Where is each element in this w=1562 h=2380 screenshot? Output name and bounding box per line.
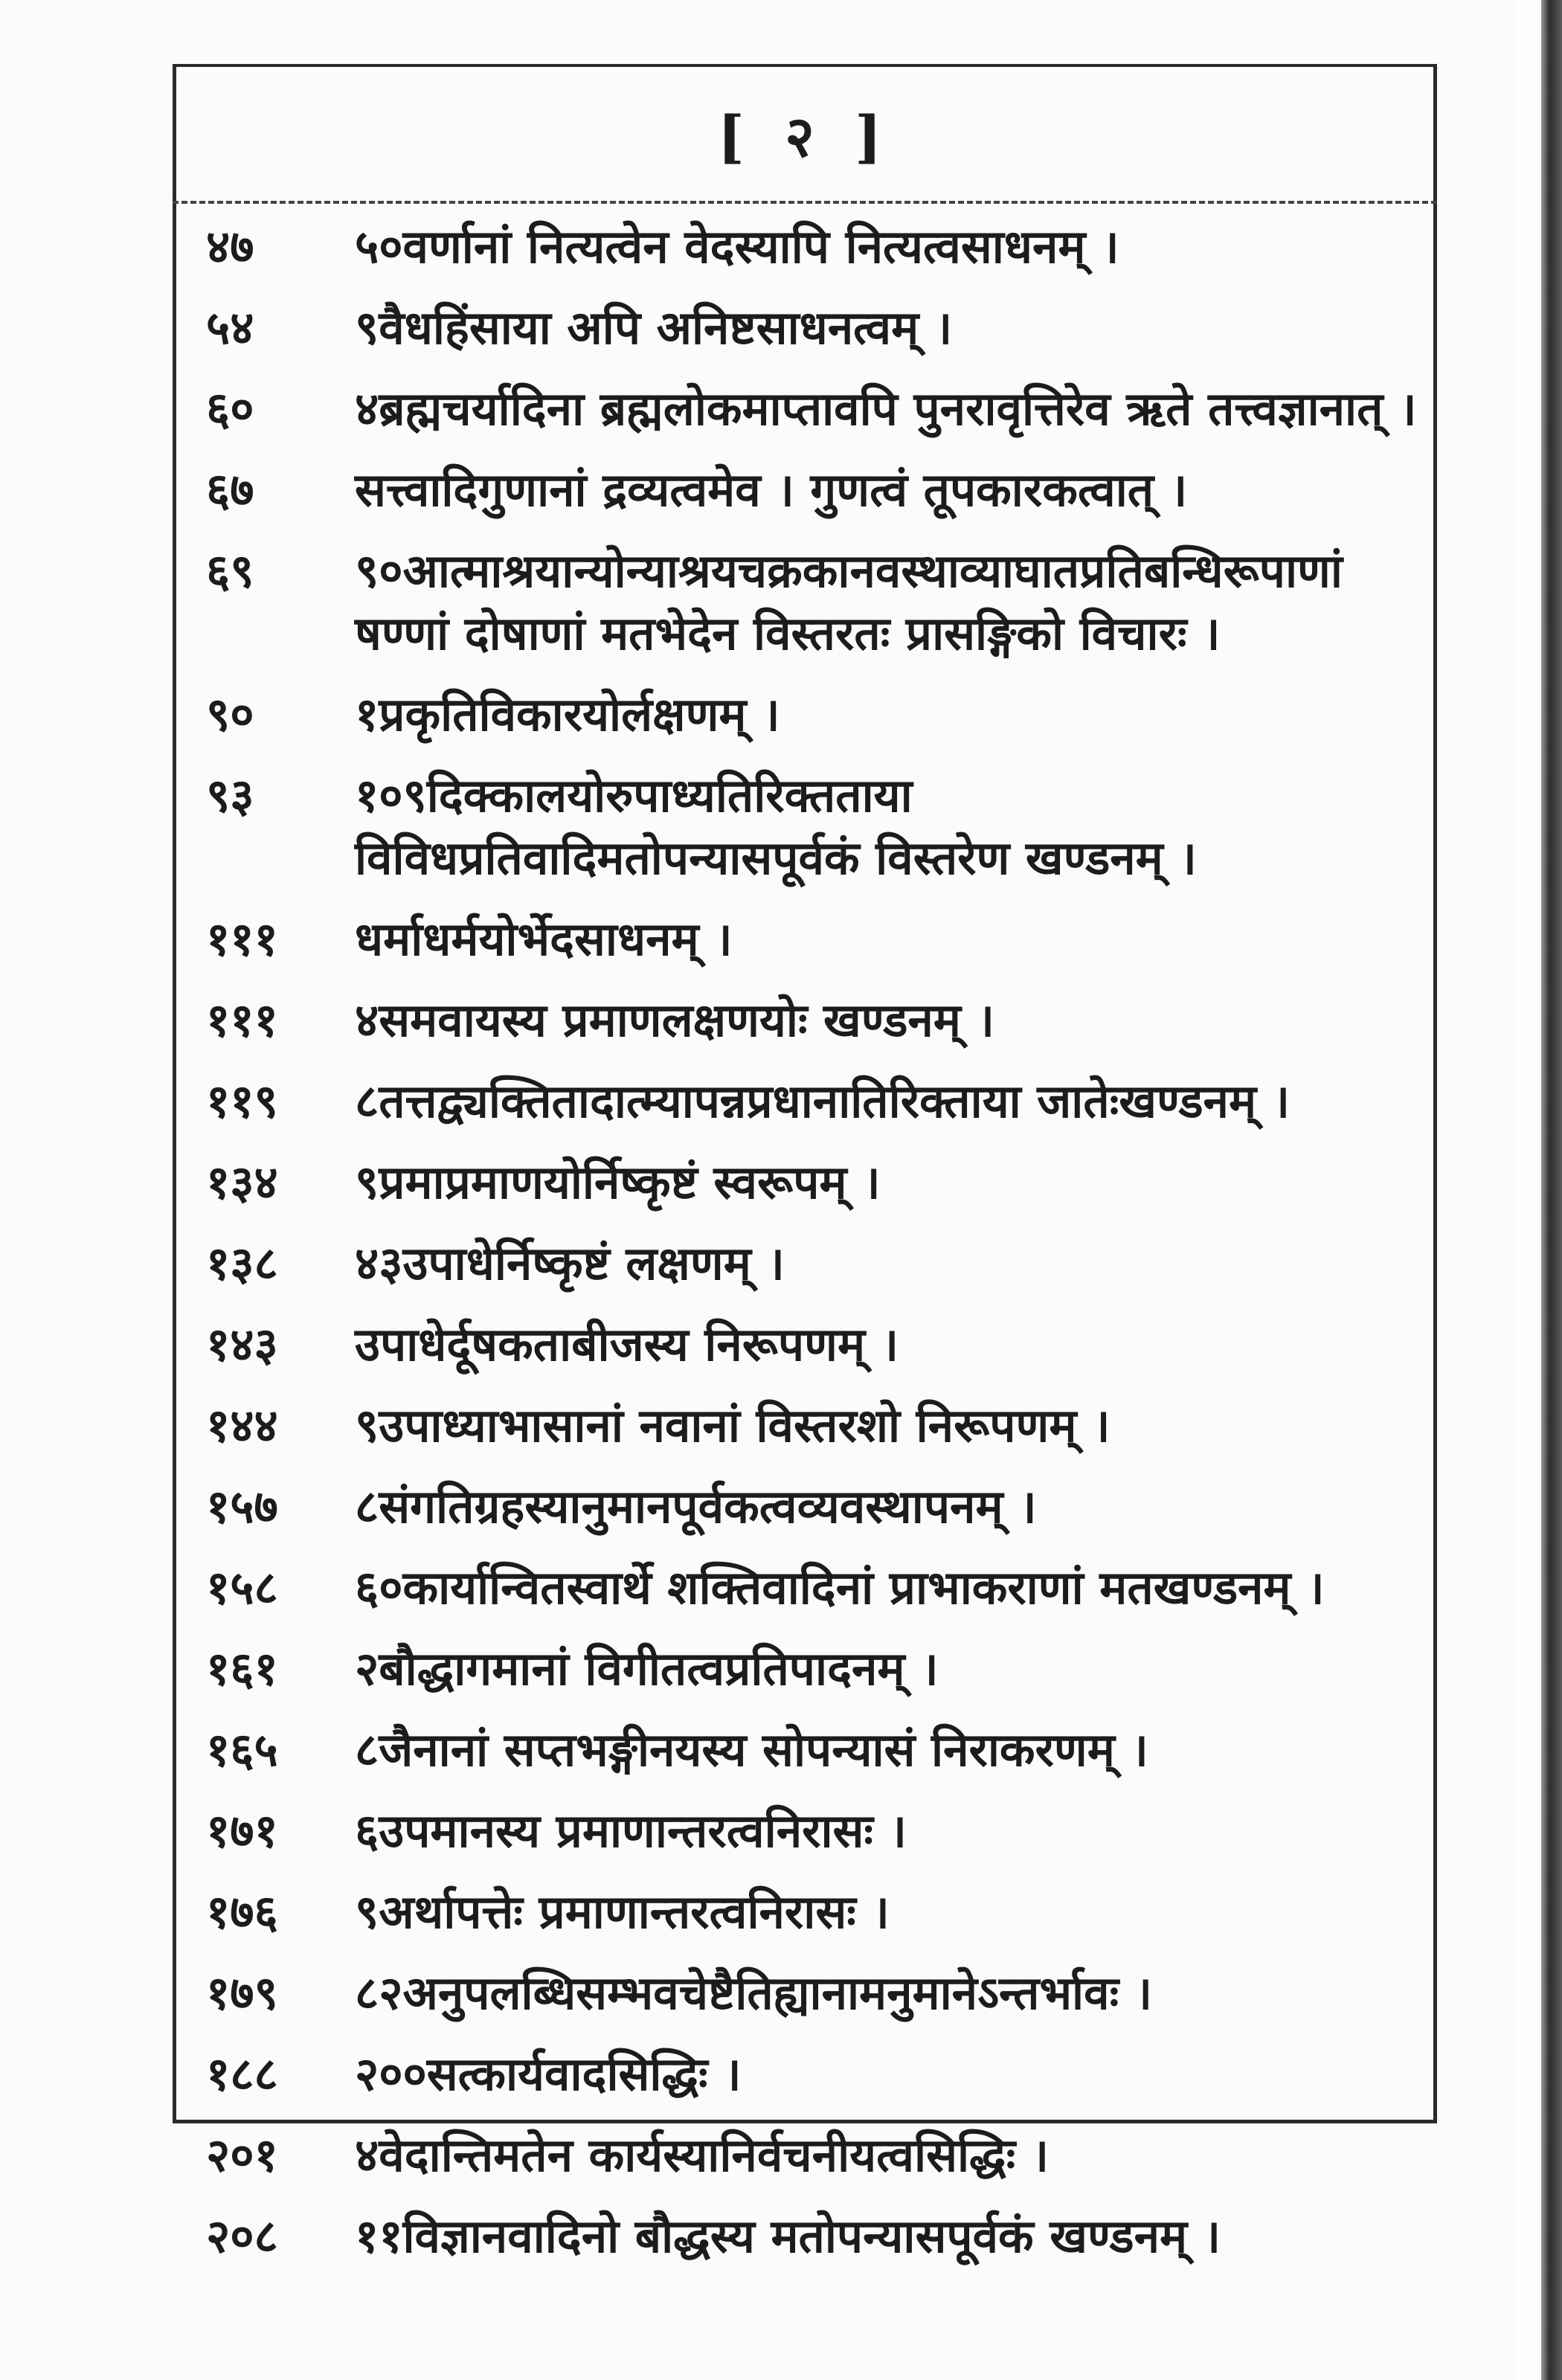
entry-topic: ९उपाध्याभासानां नवानां विस्तरशो निरूपणम् ।: [355, 1398, 1111, 1453]
entry-topic: ४समवायस्य प्रमाणलक्षणयोः खण्डनम् ।: [355, 993, 994, 1047]
contents-entry: [176, 297, 1433, 359]
entry-page-number: १४३: [206, 1317, 278, 1371]
entry-topic: ९०आत्माश्रयान्योन्याश्रयचक्रकानवस्थाव्याघातप्रतिबन्धिरूपाणां षण्णां दोषाणां मतभेदेन विस्तरतः प्रासङ्गिको विचारः ।: [355, 544, 1343, 660]
entry-page-number: १३८: [206, 1236, 278, 1290]
entry-topic: ९अर्थापत्तेः प्रमाणान्तरत्वनिरासः ।: [355, 1885, 890, 1939]
contents-entry: [176, 1476, 1433, 1538]
page-margin: [1516, 0, 1541, 2380]
entry-page-number: १६१: [206, 1641, 278, 1696]
contents-entry: [176, 1962, 1433, 2024]
entry-page-number: ६०: [206, 382, 254, 436]
page-number: [ २ ]: [717, 103, 893, 170]
entry-topic: ८२अनुपलब्धिसम्भवचेष्टैतिह्यानामनुमानेऽन्तर्भावः ।: [355, 1966, 1153, 2020]
entry-page-number: १७१: [206, 1804, 278, 1858]
contents-entry: [176, 216, 1433, 278]
entry-topic: २००सत्कार्यवादसिद्धिः ।: [355, 2047, 742, 2101]
entry-page-number: ६७: [206, 463, 254, 517]
contents-entry: [176, 1232, 1433, 1295]
contents-entry: [176, 1395, 1433, 1457]
entry-page-number: १८८: [206, 2047, 278, 2101]
entry-page-number: ५४: [206, 300, 254, 355]
entry-page-number: ६९: [206, 544, 254, 598]
entry-topic: ४३उपाधेर्निष्कृष्टं लक्षणम् ।: [355, 1236, 785, 1290]
entry-page-number: १३४: [206, 1155, 278, 1209]
contents-entry: [176, 540, 1433, 665]
entry-topic: उपाधेर्दूषकताबीजस्य निरूपणम् ।: [355, 1317, 899, 1371]
entry-topic: ८तत्तद्व्यक्तितादात्म्यापन्नप्रधानातिरिक्ताया जातेःखण्डनम् ।: [355, 1074, 1291, 1128]
contents-entry: [176, 765, 1433, 890]
entry-topic: ४ब्रह्मचर्यादिना ब्रह्मलोकमाप्तावपि पुनरावृत्तिरेव ऋते तत्त्वज्ञानात् ।: [355, 382, 1417, 436]
contents-entry: [176, 1151, 1433, 1214]
entry-topic: ४वेदान्तिमतेन कार्यस्यानिर्वचनीयत्वसिद्धिः ।: [355, 2128, 1050, 2182]
entry-topic: ६०कार्यान्वितस्वार्थे शक्तिवादिनां प्राभाकराणां मतखण्डनम् ।: [355, 1560, 1325, 1615]
entry-page-number: २०८: [206, 2209, 278, 2263]
entry-topic: सत्त्वादिगुणानां द्रव्यत्वमेव । गुणत्वं तूपकारकत्वात् ।: [355, 463, 1188, 517]
entry-topic: ९वैधहिंसाया अपि अनिष्टसाधनत्वम् ।: [355, 300, 953, 355]
contents-list: [176, 216, 1433, 2286]
contents-entry: [176, 1070, 1433, 1133]
entry-page-number: ११९: [206, 1074, 278, 1128]
entry-page-number: १७६: [206, 1885, 278, 1939]
scan-edge-shadow: [1541, 0, 1562, 2380]
entry-topic: ११विज्ञानवादिनो बौद्धस्य मतोपन्यासपूर्वकं खण्डनम् ।: [355, 2209, 1221, 2263]
entry-page-number: २०१: [206, 2128, 278, 2182]
entry-page-number: १७९: [206, 1966, 278, 2020]
contents-entry: [176, 1638, 1433, 1700]
contents-entry: [176, 1313, 1433, 1376]
contents-entry: [176, 2043, 1433, 2106]
contents-entry: [176, 459, 1433, 521]
contents-entry: [176, 989, 1433, 1052]
contents-entry: [176, 378, 1433, 440]
entry-topic: १०९दिक्कालयोरुपाध्यतिरिक्तताया विविधप्रतिवादिमतोपन्यासपूर्वकं विस्तरेण खण्डनम् ।: [355, 768, 1197, 885]
entry-page-number: १६५: [206, 1723, 278, 1777]
entry-topic: ५०वर्णानां नित्यत्वेन वेदस्यापि नित्यत्वसाधनम् ।: [355, 219, 1119, 274]
entry-topic: ९प्रमाप्रमाणयोर्निष्कृष्टं स्वरूपम् ।: [355, 1155, 881, 1209]
entry-page-number: १४४: [206, 1398, 278, 1453]
header-divider: [173, 201, 1437, 204]
entry-topic: धर्माधर्मयोर्भेदसाधनम् ।: [355, 912, 733, 966]
contents-entry: [176, 1557, 1433, 1619]
entry-page-number: ९०: [206, 687, 254, 742]
entry-page-number: १५८: [206, 1560, 278, 1615]
contents-entry: [176, 1881, 1433, 1943]
contents-entry: [176, 908, 1433, 971]
contents-entry: [176, 2205, 1433, 2268]
entry-topic: २बौद्धागमानां विगीतत्वप्रतिपादनम् ।: [355, 1641, 939, 1696]
contents-entry: [176, 1800, 1433, 1862]
entry-topic: ६उपमानस्य प्रमाणान्तरत्वनिरासः ।: [355, 1804, 907, 1858]
contents-entry: [176, 1719, 1433, 1781]
contents-entry: [176, 684, 1433, 746]
page-frame: [173, 64, 1437, 2263]
entry-page-number: ४७: [206, 219, 254, 274]
contents-entry: [176, 2124, 1433, 2187]
entry-topic: ८संगतिग्रहस्यानुमानपूर्वकत्वव्यवस्थापनम् ।: [355, 1479, 1037, 1534]
entry-page-number: १११: [206, 912, 278, 966]
entry-topic: १प्रकृतिविकारयोर्लक्षणम् ।: [355, 687, 780, 742]
entry-page-number: १५७: [206, 1479, 278, 1534]
entry-topic: ८जैनानां सप्तभङ्गीनयस्य सोपन्यासं निराकरणम् ।: [355, 1723, 1148, 1777]
entry-page-number: १११: [206, 993, 278, 1047]
entry-page-number: ९३: [206, 768, 254, 823]
